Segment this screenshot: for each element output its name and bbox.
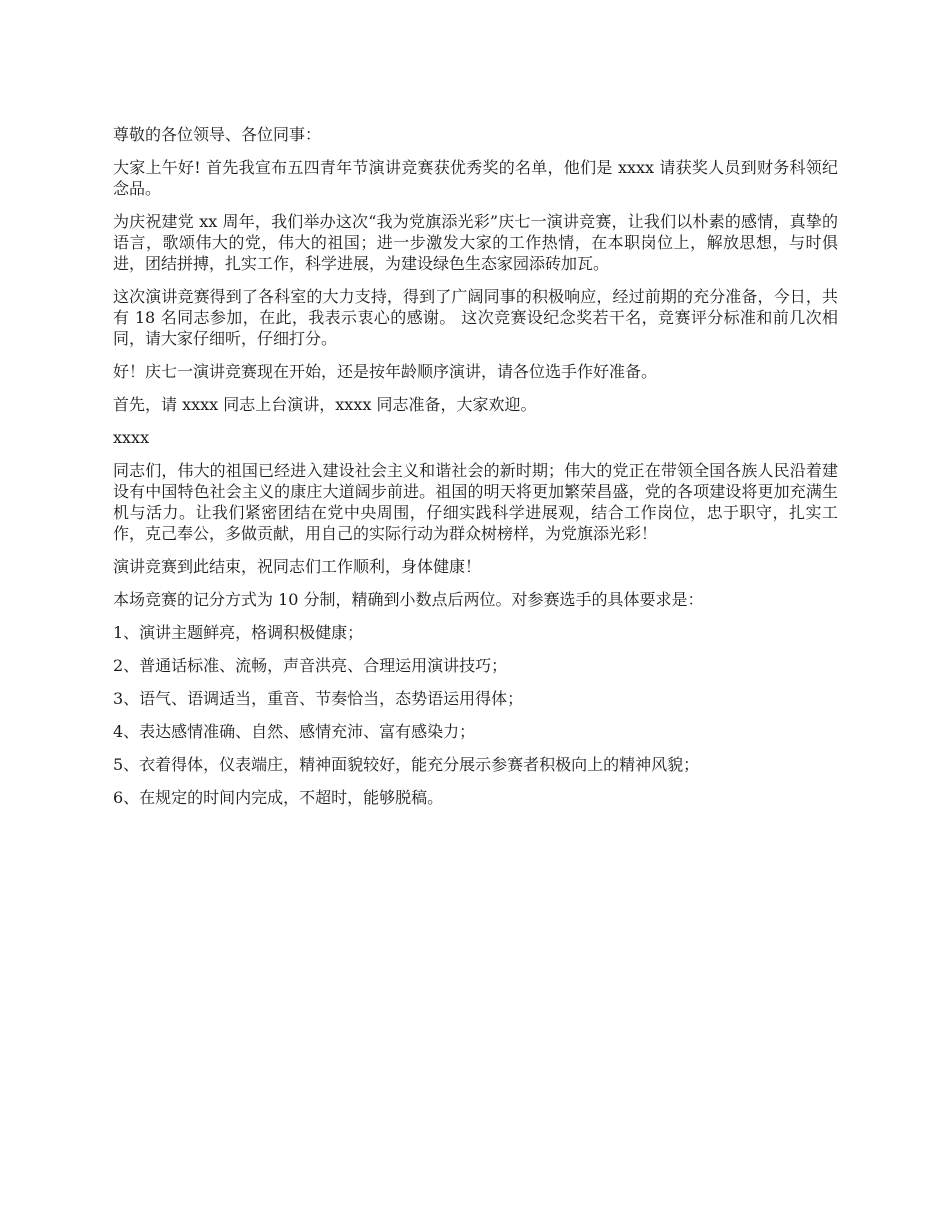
paragraph-scoring: 本场竞赛的记分方式为 10 分制，精确到小数点后两位。对参赛选手的具体要求是： [113,590,704,609]
paragraph-purpose: 为庆祝建党 xx 周年，我们举办这次“我为党旗添光彩”庆七一演讲竞赛，让我们以朴素的感情，真挚的语言，歌颂伟大的党，伟大的祖国；进一步激发大家的工作热情，在本职岗位上，解放思想，与时俱进，团结拼搏，扎实工作，科学进展，为建设绿色生态家园添砖加瓦。 [113,212,838,273]
paragraph-placeholder: xxxx [113,428,150,447]
paragraph-end: 演讲竞赛到此结束，祝同志们工作顺利，身体健康！ [113,557,482,576]
requirement-item: 6、在规定的时间内完成，不超时，能够脱稿。 [113,788,444,807]
requirement-item: 3、语气、语调适当，重音、节奏恰当，态势语运用得体； [113,689,524,708]
requirement-item: 5、衣着得体，仪表端庄，精神面貌较好，能充分展示参赛者积极向上的精神风貌； [113,755,700,774]
paragraph-closing-speech: 同志们，伟大的祖国已经进入建设社会主义和谐社会的新时期；伟大的党正在带领全国各族人民沿着建设有中国特色社会主义的康庄大道阔步前进。祖国的明天将更加繁荣昌盛，党的各项建设将更加充满生机与活力。让我们紧密团结在党中央周围，仔细实践科学进展观，结合工作岗位，忠于职守，扎实工作，克己奉公，多做贡献，用自己的实际行动为群众树榜样，为党旗添光彩！ [113,461,838,543]
requirement-item: 1、演讲主题鲜亮，格调积极健康； [113,623,364,642]
salutation: 尊敬的各位领导、各位同事： [113,125,322,144]
paragraph-start: 好！庆七一演讲竞赛现在开始，还是按年龄顺序演讲，请各位选手作好准备。 [113,362,658,381]
paragraph-first-speaker: 首先，请 xxxx 同志上台演讲，xxxx 同志准备，大家欢迎。 [113,395,537,414]
document-body [113,124,838,820]
requirement-item: 4、表达感情准确、自然、感情充沛、富有感染力； [113,722,476,741]
paragraph-greeting: 大家上午好! 首先我宣布五四青年节演讲竞赛获优秀奖的名单，他们是 xxxx 请获奖人员到财务科领纪念品。 [113,158,838,198]
paragraph-thanks: 这次演讲竞赛得到了各科室的大力支持，得到了广阔同事的积极响应，经过前期的充分准备，今日，共有 18 名同志参加，在此，我表示衷心的感谢。 这次竞赛设纪念奖若干名，竞赛评分标准和前几次相同，请大家仔细听，仔细打分。 [113,287,838,348]
requirement-item: 2、普通话标准、流畅，声音洪亮、合理运用演讲技巧； [113,656,508,675]
